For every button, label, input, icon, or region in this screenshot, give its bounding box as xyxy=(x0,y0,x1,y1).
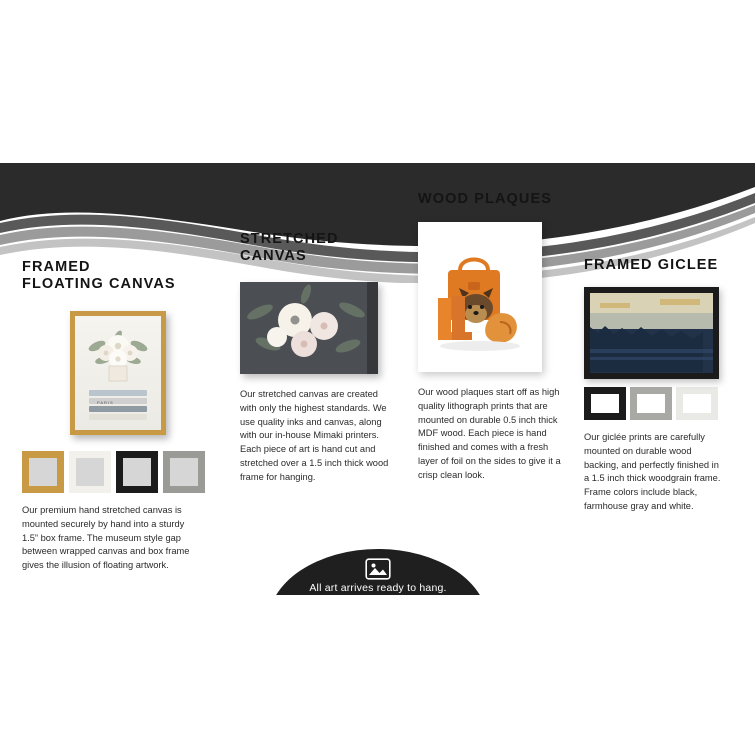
framed-giclee-artwork xyxy=(584,287,719,379)
section-title xyxy=(240,231,400,265)
framed-picture-icon xyxy=(365,558,391,580)
section-framed-giclee xyxy=(584,257,734,514)
ready-to-hang-badge xyxy=(268,549,488,595)
section-title-line1: FRAMED GICLEE xyxy=(584,257,719,273)
swatch-black xyxy=(584,387,626,420)
section-wood-plaques xyxy=(418,191,568,482)
section-title xyxy=(418,191,568,208)
section-description: Our premium hand stretched canvas is mounted securely by hand into a sturdy 1.5” box frame. The museum style gap between wrapped canvas and box frame gives the illusion of floating artwork. xyxy=(22,505,190,571)
artwork-image xyxy=(240,282,378,374)
section-title-line1: STRETCHED xyxy=(240,231,339,247)
swatch-white xyxy=(69,451,111,493)
section-framed-floating-canvas xyxy=(22,259,214,573)
frame-color-swatches xyxy=(584,387,734,420)
paris-book-label: PARIS xyxy=(97,400,114,406)
swatch-gray xyxy=(163,451,205,493)
frame-color-swatches xyxy=(22,451,214,493)
swatch-white xyxy=(676,387,718,420)
badge-label: All art arrives ready to hang. xyxy=(309,582,447,594)
artwork-image xyxy=(418,222,542,372)
abstract-landscape-illustration xyxy=(590,293,713,373)
stretched-canvas-artwork xyxy=(240,282,378,374)
section-title-line2: FLOATING CANVAS xyxy=(22,276,176,293)
canvas-side-edge xyxy=(367,282,378,374)
product-info-graphic xyxy=(0,163,755,595)
section-description: Our giclée prints are carefully mounted on durable wood backing, and perfectly finished in a 1.5 inch thick woodgrain frame. Frame colors include black, farmhouse gray and white. xyxy=(584,432,721,511)
section-title-line1: WOOD PLAQUES xyxy=(418,191,553,207)
section-title xyxy=(584,257,734,274)
section-title-line2: CANVAS xyxy=(240,248,307,265)
wood-plaque-artwork xyxy=(418,222,542,372)
swatch-black xyxy=(116,451,158,493)
section-title-line1: FRAMED xyxy=(22,259,91,275)
section-title xyxy=(22,259,214,293)
section-stretched-canvas xyxy=(240,231,400,484)
artwork-image xyxy=(590,293,713,373)
framed-floating-canvas-artwork xyxy=(70,311,166,435)
swatch-farmhouse-gray xyxy=(630,387,672,420)
swatch-gold xyxy=(22,451,64,493)
section-description: Our wood plaques start off as high quality lithograph prints that are mounted on durable 0.5 inch thick MDF wood. Each piece is hand finished and comes with a fresh layer of foil on the sides to give it a crisp clean look. xyxy=(418,387,561,480)
artwork-image xyxy=(75,316,161,430)
section-description: Our stretched canvas are created with only the highest standards. We use quality inks and canvas, along with our in-house Mimaki printers. Each piece of art is hand cut and stretched over a 1.5 inch thick wood frame for hanging. xyxy=(240,389,389,482)
bouquet-illustration xyxy=(87,326,149,384)
